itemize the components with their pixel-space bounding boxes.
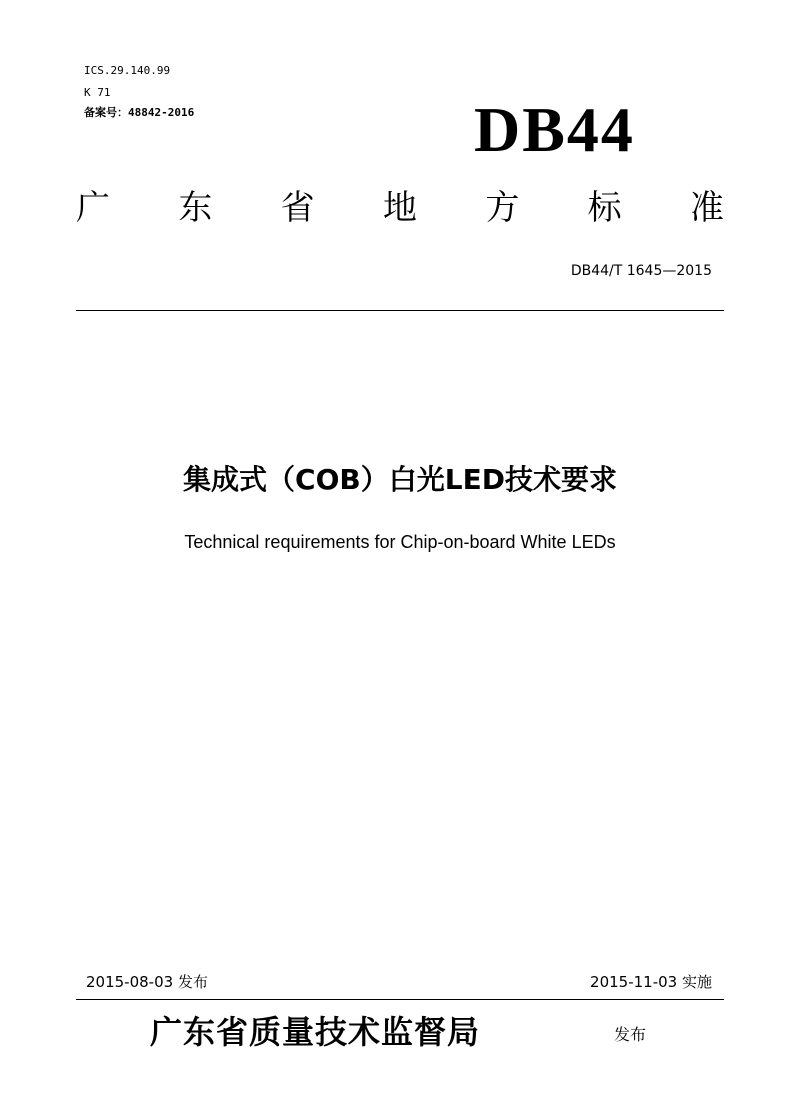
standard-number: DB44/T 1645—2015 [570, 263, 712, 279]
db44-logo: DB44 [474, 94, 635, 165]
publisher-name: 广东省质量技术监督局 [150, 1013, 481, 1051]
issue-date: 2015-08-03 发布 [86, 973, 208, 991]
standard-type-char: 标 [587, 188, 622, 228]
implementation-date: 2015-11-03 实施 [590, 973, 712, 991]
standard-type-char: 准 [689, 188, 724, 228]
title-chinese: 集成式（COB）白光LED技术要求 [183, 463, 617, 496]
standard-type-char: 东 [178, 188, 213, 228]
publish-label: 发布 [614, 1025, 647, 1044]
title-english: Technical requirements for Chip-on-board White LEDs [184, 532, 616, 552]
top-divider [76, 310, 724, 311]
standard-type-char: 省 [280, 188, 315, 228]
record-number: 备案号：48842-2016 [84, 106, 195, 119]
standard-type-char: 广 [76, 188, 110, 228]
standard-type-char: 方 [485, 188, 520, 228]
ics-code: ICS.29.140.99 [84, 64, 171, 77]
standard-type-heading [76, 186, 724, 230]
standard-type-char: 地 [382, 188, 417, 228]
bottom-divider [76, 999, 724, 1000]
ccs-code: K 71 [84, 86, 111, 99]
